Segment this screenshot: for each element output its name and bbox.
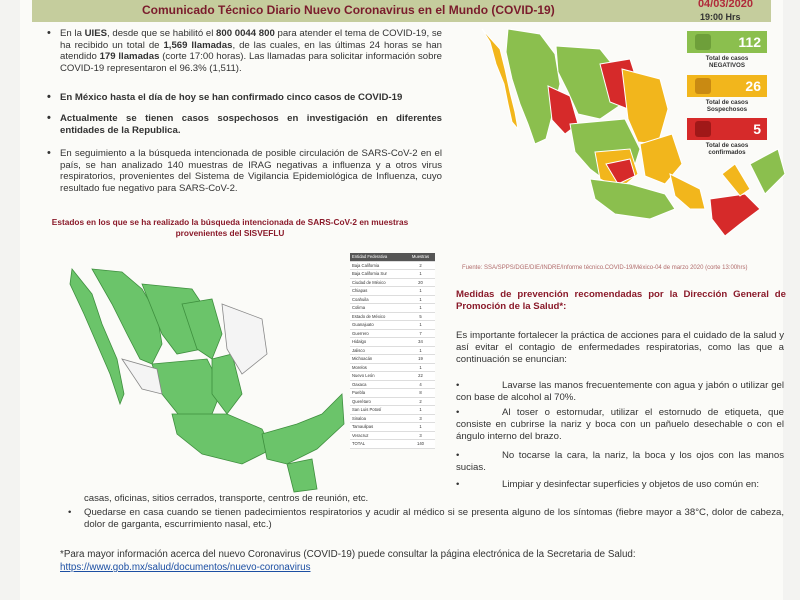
table-cell: 3: [406, 431, 435, 440]
medidas-intro: Es importante fortalecer la práctica de acciones para el cuidado de la salud y así evitar el contagio de enfermedades respiratorias, como las que a continuación se enuncian:: [456, 330, 784, 366]
medidas-title: Medidas de prevención recomendadas por la Dirección General de Promoción de la Salud*:: [456, 289, 786, 312]
confirmados-value: 5: [753, 121, 761, 137]
table-cell: Colima: [350, 304, 406, 313]
medida-face: [456, 450, 784, 474]
report-time: 19:00 Hrs: [700, 12, 741, 22]
table-cell: 1: [406, 363, 435, 372]
table-row: [350, 287, 435, 296]
table-row: [350, 380, 435, 389]
text: Quedarse en casa cuando se tienen padecimientos respiratorios y acudir al médico si se presenta alguno de los síntomas (fiebre mayor a 38°C, dolor de cabeza, dolor de garganta, escurrimiento nasal, etc.): [84, 507, 784, 531]
negative-case-icon: [695, 34, 711, 50]
sisveflu-map: [62, 264, 347, 496]
negativos-value: 112: [738, 34, 761, 50]
table-cell: Morelos: [350, 363, 406, 372]
table-cell: Chiapas: [350, 287, 406, 296]
table-cell: 1: [406, 270, 435, 279]
table-cell: Hidalgo: [350, 338, 406, 347]
table-cell: 3: [406, 414, 435, 423]
text: para atender el tema de COVID-19, se ha recibido un total de: [60, 28, 442, 51]
bullet-dot-icon: •: [47, 91, 51, 103]
table-row: [350, 270, 435, 279]
table-row: [350, 338, 435, 347]
table-cell: Guanajuato: [350, 321, 406, 330]
uies-label: UIES: [84, 28, 108, 39]
table-cell: 1: [406, 321, 435, 330]
table-cell: Baja California Sur: [350, 270, 406, 279]
table-total-row: [350, 440, 435, 449]
medida-stay-home: [68, 507, 784, 531]
table-cell: 1: [406, 304, 435, 313]
table-row: [350, 355, 435, 364]
text: , de las cuales, en las últimas 24 horas se han atendido: [60, 39, 442, 63]
table-cell: 1: [406, 346, 435, 355]
table-cell: 1: [406, 287, 435, 296]
medida-clean-continued: casas, oficinas, sitios cerrados, transporte, centros de reunión, etc.: [84, 493, 369, 504]
text: No tocarse la cara, la nariz, la boca y los ojos con las manos sucias.: [456, 450, 784, 474]
bullet-search: [47, 147, 442, 194]
table-cell: 2: [406, 397, 435, 406]
last-calls: 179 llamadas: [99, 51, 160, 63]
table-cell: 1: [406, 295, 435, 304]
table-cell: Nuevo León: [350, 372, 406, 381]
medida-handwash: [456, 380, 784, 404]
table-cell: 5: [406, 312, 435, 321]
bullet-dot-icon: •: [47, 27, 51, 39]
table-cell: Guerrero: [350, 329, 406, 338]
source-note: Fuente: SSA/SPPS/DGE/DIE/INDRE/Informe técnico.COVID-19/México-04 de marzo 2020 (corte 13:00hrs): [462, 265, 748, 271]
legend-sospechosos: [687, 75, 767, 97]
footer-link[interactable]: https://www.gob.mx/salud/documentos/nuevo-coronavirus: [60, 562, 311, 573]
table-cell: Veracruz: [350, 431, 406, 440]
table-cell: 2: [406, 261, 435, 270]
bullet-dot-icon: •: [47, 147, 51, 159]
legend-confirmados: [687, 118, 767, 140]
bullet-suspected: [47, 112, 442, 136]
medida-clean: [456, 479, 784, 491]
table-cell: 22: [406, 372, 435, 381]
states-table: [350, 253, 435, 449]
table-cell: Ciudad de México: [350, 278, 406, 287]
table-row: [350, 346, 435, 355]
table-cell: Coahuila: [350, 295, 406, 304]
table-cell: Sinaloa: [350, 414, 406, 423]
text: Actualmente se tienen casos sospechosos en investigación en diferentes entidades de la Republica.: [60, 113, 442, 136]
table-cell: 19: [406, 355, 435, 364]
map-shapes: [70, 269, 344, 492]
report-date: 04/03/2020: [697, 0, 753, 10]
footer-text: *Para mayor información acerca del nuevo Coronavirus (COVID-19) puede consultar la página electrónica de la Secretaria de Salud:: [60, 549, 636, 560]
estados-title: Estados en los que se ha realizado la búsqueda intencionada de SARS-CoV-2 en muestras provenientes del SISVEFLU: [51, 217, 409, 238]
text: Lavarse las manos frecuentemente con agua y jabón o utilizar gel con base de alcohol al 70%.: [456, 380, 784, 404]
text: , desde que se habilitó el: [107, 28, 217, 39]
table-row: [350, 431, 435, 440]
table-cell: 1: [406, 406, 435, 415]
table-row: [350, 363, 435, 372]
table-row: [350, 389, 435, 398]
bullet-dot-icon: •: [68, 507, 72, 518]
table-cell: Baja California: [350, 261, 406, 270]
legend-negativos-caption: Total de casos NEGATIVOS: [705, 55, 749, 69]
bullet-dot-icon: •: [47, 112, 51, 124]
bullet-dot-icon: •: [456, 479, 460, 490]
table-cell: 140: [406, 440, 435, 449]
legend-sospechosos-caption: Total de casos Sospechosos: [705, 99, 749, 113]
phone-number: 800 0044 800: [216, 28, 275, 39]
table-cell: Tamaulipas: [350, 423, 406, 432]
bullet-confirmed: [47, 91, 442, 104]
table-row: [350, 321, 435, 330]
table-row: [350, 397, 435, 406]
text: Al toser o estornudar, utilizar el estornudo de etiqueta, que consiste en cubrirse la nariz y boca con un pañuelo desechable o con el ángulo interno del brazo.: [456, 407, 784, 443]
bulletin-page: [20, 0, 786, 600]
text: En la: [60, 28, 85, 39]
table-row: [350, 414, 435, 423]
page-title: Comunicado Técnico Diario Nuevo Coronavirus en el Mundo (COVID-19): [142, 3, 555, 17]
bullet-dot-icon: •: [456, 407, 460, 418]
table-header-cell: Muestras: [406, 253, 435, 261]
footer-note: [60, 548, 785, 574]
table-row: [350, 329, 435, 338]
header-bar: [32, 0, 771, 22]
table-header-row: [350, 253, 435, 261]
legend-negativos: [687, 31, 767, 53]
table-row: [350, 278, 435, 287]
table-cell: 1: [406, 423, 435, 432]
table-cell: 7: [406, 329, 435, 338]
bullet-dot-icon: •: [456, 380, 460, 391]
table-row: [350, 312, 435, 321]
text: (corte 17:00 horas). Las llamadas para solicitar información sobre COVID-19 representaron el 96.3% (1,511).: [60, 51, 442, 74]
bullet-dot-icon: •: [456, 450, 460, 461]
suspected-case-icon: [695, 78, 711, 94]
table-row: [350, 304, 435, 313]
text: En México hasta el día de hoy se han confirmado cinco casos de COVID-19: [60, 92, 403, 103]
table-cell: TOTAL: [350, 440, 406, 449]
table-cell: 4: [406, 380, 435, 389]
bullet-calls: [47, 27, 442, 74]
table-row: [350, 372, 435, 381]
total-calls: 1,569 llamadas: [163, 39, 233, 51]
medida-cough: [456, 407, 784, 444]
text: En seguimiento a la búsqueda intencionada de posible circulación de SARS-CoV-2 en el país, se han analizado 140 muestras de IRAG negativas a influenza y a otros virus respiratorios, provenientes del Sistema de Vigilancia Epidemiológica de Influenza, cuyo resultado fue negativo para SARS-CoV-2.: [60, 148, 442, 194]
table-cell: Michoacán: [350, 355, 406, 364]
table-cell: 34: [406, 338, 435, 347]
table-row: [350, 406, 435, 415]
table-cell: 20: [406, 278, 435, 287]
sospechosos-value: 26: [745, 78, 761, 94]
table-row: [350, 423, 435, 432]
table-cell: Oaxaca: [350, 380, 406, 389]
table-cell: Querétaro: [350, 397, 406, 406]
table-cell: Puebla: [350, 389, 406, 398]
table-cell: Jalisco: [350, 346, 406, 355]
text: Limpiar y desinfectar superficies y objetos de uso común en:: [502, 479, 760, 490]
legend-confirmados-caption: Total de casos confirmados: [705, 142, 749, 156]
table-row: [350, 295, 435, 304]
table-row: [350, 261, 435, 270]
table-cell: 8: [406, 389, 435, 398]
table-cell: San Luis Potosí: [350, 406, 406, 415]
table-cell: Estado de México: [350, 312, 406, 321]
table-header-cell: Entidad Federativa: [350, 253, 406, 261]
confirmed-case-icon: [695, 121, 711, 137]
